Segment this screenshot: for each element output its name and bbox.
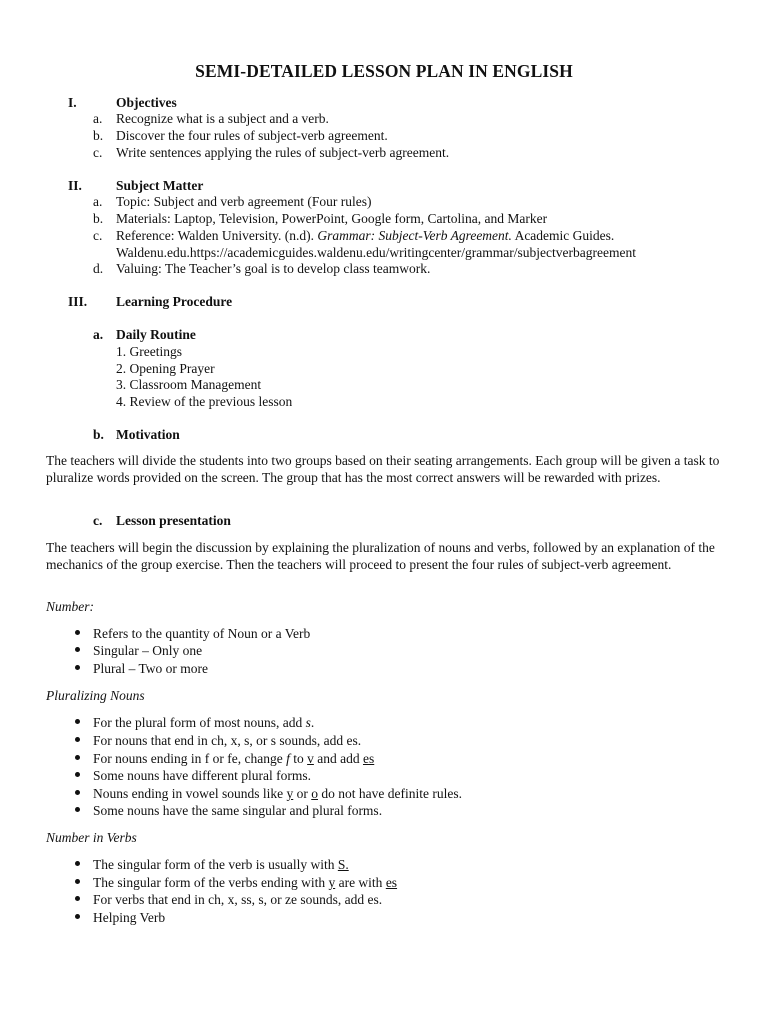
- text-segment: For the plural form of most nouns, add: [93, 715, 306, 730]
- subsection-letter: c.: [93, 513, 103, 528]
- section-numeral: III.: [68, 294, 88, 309]
- underlined-text: es: [385, 875, 398, 890]
- section-numeral: I.: [68, 95, 77, 110]
- text-segment: Singular – Only one: [93, 643, 203, 658]
- bullet-text: [93, 643, 202, 658]
- bullet-item: [93, 891, 382, 908]
- bullet-item: [93, 785, 462, 802]
- item-letter: c.: [93, 145, 103, 160]
- underlined-text: o: [311, 786, 318, 801]
- bullet-icon: [75, 896, 80, 901]
- routine-item: 3. Classroom Management: [116, 377, 262, 392]
- bullet-text: [93, 715, 314, 730]
- text-segment: Refers to the quantity of Noun or a Verb: [93, 626, 311, 641]
- topic-item: Topic: Subject and verb agreement (Four rules): [116, 194, 372, 209]
- text-segment: are with: [335, 875, 386, 890]
- text-segment: The singular form of the verbs ending with: [93, 875, 329, 890]
- text-segment: .: [310, 715, 315, 730]
- lesson-presentation-paragraph: The teachers will begin the discussion by explaining the pluralization of nouns and verbs, followed by an explanation of the mechanics of the group exercise. Then the teachers will proceed to present the four rules of subject-verb agreement.: [46, 540, 715, 572]
- text-segment: Helping Verb: [93, 910, 166, 925]
- item-letter: b.: [93, 211, 104, 226]
- objective-item: Write sentences applying the rules of subject-verb agreement.: [116, 145, 450, 160]
- bullet-text: [93, 751, 374, 766]
- bullet-item: [93, 732, 361, 749]
- document-title: SEMI-DETAILED LESSON PLAN IN ENGLISH: [195, 61, 573, 81]
- bullet-icon: [75, 879, 80, 884]
- subsection-letter: a.: [93, 327, 104, 342]
- bullet-icon: [75, 647, 80, 652]
- bullet-item: [93, 909, 165, 926]
- objective-item: Discover the four rules of subject-verb agreement.: [116, 128, 388, 143]
- text-segment: Plural – Two or more: [93, 661, 209, 676]
- text-segment: Reference: Walden University. (n.d).: [116, 228, 318, 243]
- routine-item: 1. Greetings: [116, 344, 182, 359]
- bullet-item: [93, 767, 311, 784]
- number-in-verbs-heading: Number in Verbs: [46, 830, 137, 845]
- text-segment: to: [289, 751, 308, 766]
- bullet-icon: [75, 630, 80, 635]
- bullet-item: [93, 856, 349, 873]
- underlined-text: v: [307, 751, 314, 766]
- number-heading: Number:: [46, 599, 94, 614]
- bullet-text: [93, 626, 310, 641]
- underlined-text: S.: [337, 857, 349, 872]
- italic-text: Grammar: Subject-Verb Agreement.: [317, 228, 512, 243]
- item-letter: c.: [93, 228, 103, 243]
- text-segment: For nouns ending in f or fe, change: [93, 751, 287, 766]
- reference-item: [116, 227, 614, 244]
- bullet-text: [93, 875, 397, 890]
- bullet-icon: [75, 861, 80, 866]
- routine-item: 2. Opening Prayer: [116, 361, 215, 376]
- bullet-icon: [75, 790, 80, 795]
- motivation-heading: Motivation: [116, 427, 180, 442]
- text-segment: Some nouns have different plural forms.: [93, 768, 311, 783]
- italic-text: f: [286, 751, 290, 766]
- objective-item: Recognize what is a subject and a verb.: [116, 111, 329, 126]
- bullet-text: [93, 857, 349, 872]
- text-segment: do not have definite rules.: [318, 786, 462, 801]
- section-heading: Objectives: [116, 95, 177, 110]
- section-heading: Learning Procedure: [116, 294, 233, 309]
- routine-item: 4. Review of the previous lesson: [116, 394, 293, 409]
- daily-routine-heading: Daily Routine: [116, 327, 196, 342]
- underlined-text: es: [362, 751, 375, 766]
- bullet-text: [93, 910, 165, 925]
- text-segment: For nouns that end in ch, x, s, or s sounds, add es.: [93, 733, 362, 748]
- text-segment: and add: [313, 751, 363, 766]
- motivation-paragraph: The teachers will divide the students into two groups based on their seating arrangements. Each group will be given a task to pluralize words provided on the screen. The group that has the most correct answers will be rewarded with prizes.: [46, 453, 720, 485]
- text-segment: The singular form of the verb is usually with: [93, 857, 338, 872]
- bullet-text: [93, 733, 361, 748]
- section-numeral: II.: [68, 178, 82, 193]
- bullet-icon: [75, 914, 80, 919]
- underlined-text: y: [286, 786, 294, 801]
- bullet-icon: [75, 755, 80, 760]
- text-segment: or: [293, 786, 312, 801]
- bullet-text: [93, 661, 208, 676]
- bullet-icon: [75, 719, 80, 724]
- bullet-icon: [75, 737, 80, 742]
- valuing-item: Valuing: The Teacher’s goal is to develop class teamwork.: [116, 261, 431, 276]
- text-segment: Nouns ending in vowel sounds like: [93, 786, 287, 801]
- item-letter: a.: [93, 111, 103, 126]
- item-letter: a.: [93, 194, 103, 209]
- bullet-text: [93, 786, 462, 801]
- lesson-presentation-heading: Lesson presentation: [116, 513, 231, 528]
- bullet-text: [93, 803, 382, 818]
- text-segment: For verbs that end in ch, x, ss, s, or ze sounds, add es.: [93, 892, 383, 907]
- bullet-text: [93, 892, 382, 907]
- bullet-icon: [75, 772, 80, 777]
- section-heading: Subject Matter: [116, 178, 204, 193]
- bullet-item: [93, 802, 382, 819]
- italic-text: s: [305, 715, 311, 730]
- pluralizing-nouns-heading: Pluralizing Nouns: [46, 688, 145, 703]
- bullet-text: [93, 768, 311, 783]
- subsection-letter: b.: [93, 427, 104, 442]
- materials-item: Materials: Laptop, Television, PowerPoint, Google form, Cartolina, and Marker: [116, 211, 548, 226]
- text-segment: Academic Guides.: [511, 228, 615, 243]
- bullet-icon: [75, 807, 80, 812]
- bullet-item: [93, 625, 310, 642]
- item-letter: b.: [93, 128, 104, 143]
- bullet-item: [93, 874, 397, 891]
- text-segment: Some nouns have the same singular and plural forms.: [93, 803, 383, 818]
- bullet-item: [93, 750, 374, 767]
- item-letter: d.: [93, 261, 104, 276]
- bullet-icon: [75, 665, 80, 670]
- reference-url: Waldenu.edu.https://academicguides.waldenu.edu/writingcenter/grammar/subjectverbagreement: [116, 245, 636, 260]
- bullet-item: [93, 660, 208, 677]
- bullet-item: [93, 642, 202, 659]
- bullet-item: [93, 714, 314, 731]
- underlined-text: y: [328, 875, 336, 890]
